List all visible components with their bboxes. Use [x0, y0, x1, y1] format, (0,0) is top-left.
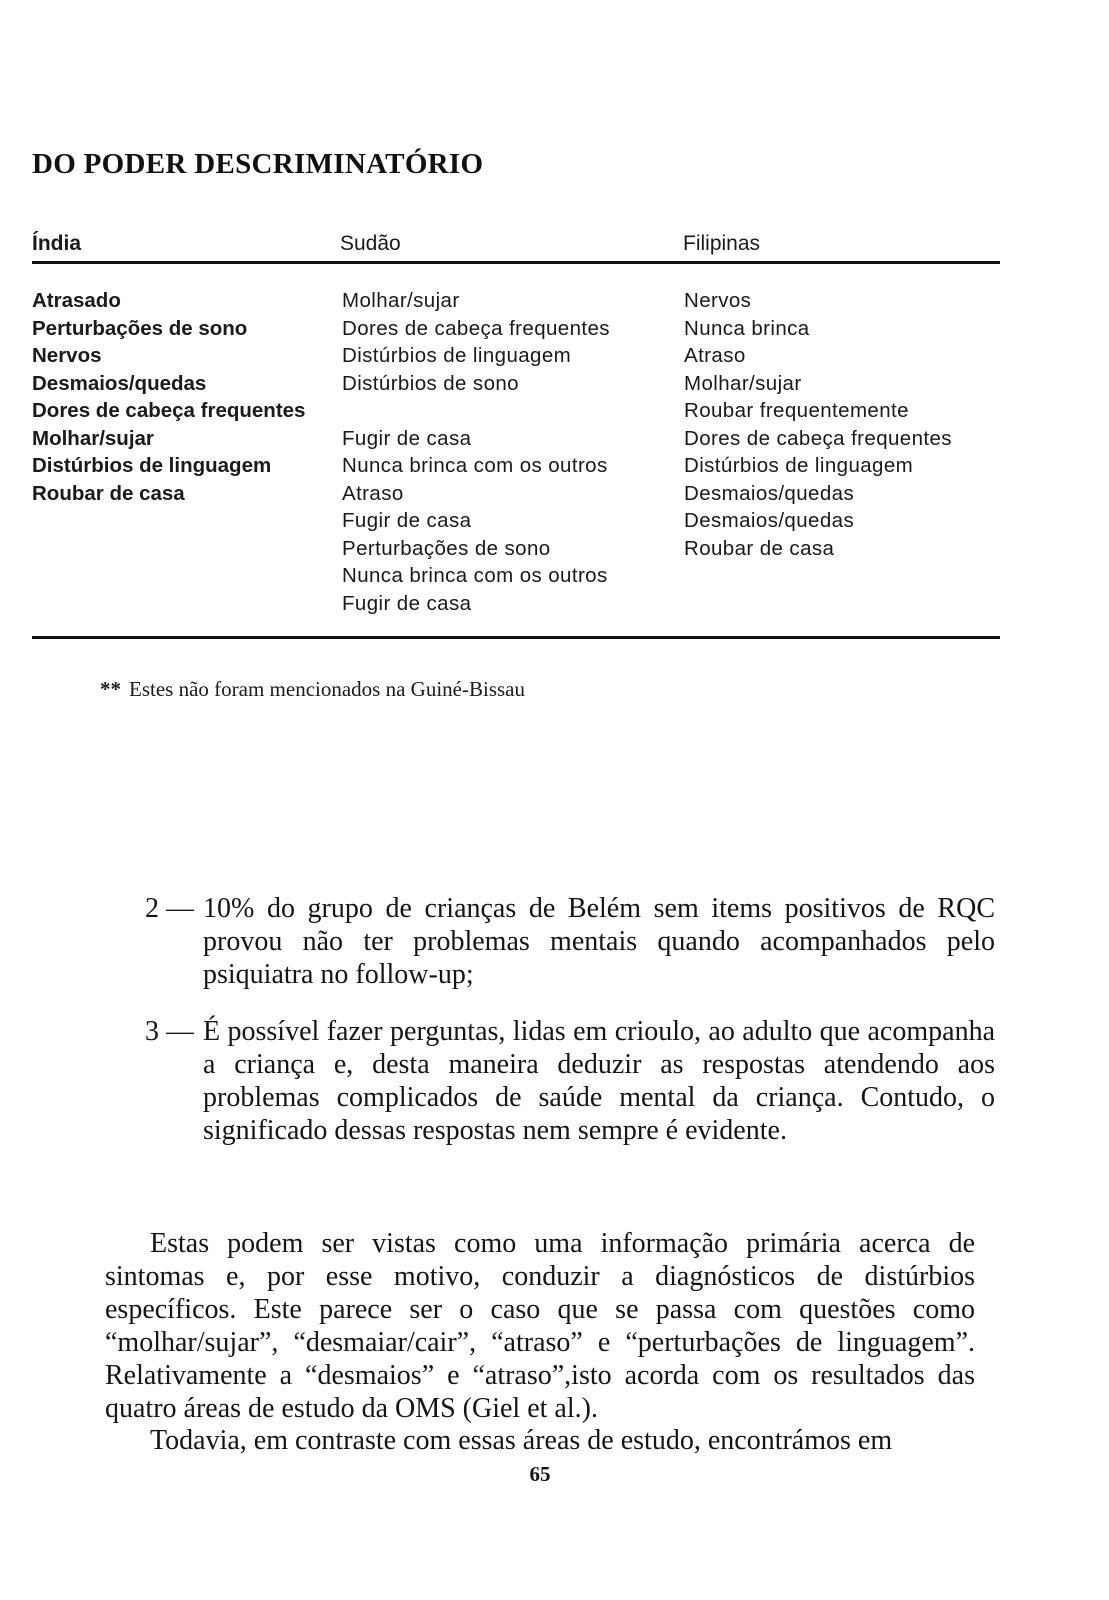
list-item: Fugir de casa	[342, 509, 472, 532]
column-filipinas	[684, 287, 952, 562]
footnote-mark: **	[100, 677, 121, 701]
list-item: Distúrbios de linguagem	[684, 454, 914, 477]
point-text: É possível fazer perguntas, lidas em crioulo, ao adulto que acompanha a criança e, desta maneira deduzir as respostas atendendo aos problemas complicados de saúde mental da criança. Contudo, o significado dessas respostas nem sempre é evidente.	[203, 1016, 995, 1146]
list-item: Dores de cabeça frequentes	[342, 316, 610, 340]
list-item: Nunca brinca com os outros	[342, 564, 608, 587]
list-item: Atraso	[342, 481, 404, 505]
list-item	[342, 397, 610, 425]
list-item: Atrasado	[32, 289, 121, 312]
table-bottom-rule	[32, 636, 1000, 639]
list-item: Roubar de casa	[32, 481, 185, 505]
column-india	[32, 287, 305, 507]
page-number: 65	[529, 1462, 551, 1486]
list-item: Roubar frequentemente	[684, 399, 909, 422]
list-item: Nervos	[32, 344, 102, 367]
page-title: DO PODER DESCRIMINATÓRIO	[32, 148, 484, 180]
list-item: Desmaios/quedas	[684, 481, 855, 505]
list-item: Dores de cabeça frequentes	[684, 426, 952, 450]
list-item: Nunca brinca com os outros	[342, 454, 608, 477]
column-sudao	[342, 287, 610, 617]
list-item: Fugir de casa	[342, 426, 472, 450]
list-item: Nervos	[684, 289, 752, 312]
list-item: Desmaios/quedas	[684, 509, 855, 532]
list-item: Molhar/sujar	[32, 426, 154, 450]
body-paragraph: Todavia, em contraste com essas áreas de estudo, encontrámos em	[150, 1425, 893, 1456]
list-item: Molhar/sujar	[684, 371, 802, 395]
footnote	[100, 677, 525, 702]
column-header-sudao: Sudão	[340, 232, 401, 255]
list-item: Distúrbios de sono	[342, 371, 519, 395]
list-item: Distúrbios de linguagem	[32, 454, 272, 477]
list-item: Desmaios/quedas	[32, 371, 207, 395]
list-item: Fugir de casa	[342, 591, 472, 615]
body-paragraph: Estas podem ser vistas como uma informação primária acerca de sintomas e, por esse motivo, conduzir a diagnósticos de distúrbios específicos. Este parece ser o caso que se passa com questões como “molhar/sujar”, “desmaiar/cair”, “atraso” e “perturbações de linguagem”. Relativamente a “desmaios” e “atraso”,isto acorda com os resultados das quatro áreas de estudo da OMS (Giel et al.).	[105, 1228, 975, 1424]
footnote-text: Estes não foram mencionados na Guiné-Bissau	[129, 677, 525, 701]
list-item: Atraso	[684, 344, 746, 367]
column-header-india: Índia	[32, 232, 82, 255]
column-header-filipinas: Filipinas	[683, 232, 761, 255]
list-item: Roubar de casa	[684, 536, 835, 560]
list-item: Perturbações de sono	[342, 536, 551, 560]
point-number: 2 —	[145, 893, 194, 924]
list-item: Nunca brinca	[684, 316, 810, 340]
point-number: 3 —	[145, 1016, 194, 1047]
numbered-point	[145, 1015, 995, 1147]
list-item: Perturbações de sono	[32, 316, 248, 340]
table-top-rule	[32, 261, 1000, 264]
list-item: Distúrbios de linguagem	[342, 344, 572, 367]
list-item: Dores de cabeça frequentes	[32, 399, 306, 422]
list-item: Molhar/sujar	[342, 289, 460, 312]
numbered-point	[145, 892, 995, 991]
point-text: 10% do grupo de crianças de Belém sem items positivos de RQC provou não ter problemas mentais quando acompanhados pelo psiquiatra no follow-up;	[203, 893, 995, 990]
